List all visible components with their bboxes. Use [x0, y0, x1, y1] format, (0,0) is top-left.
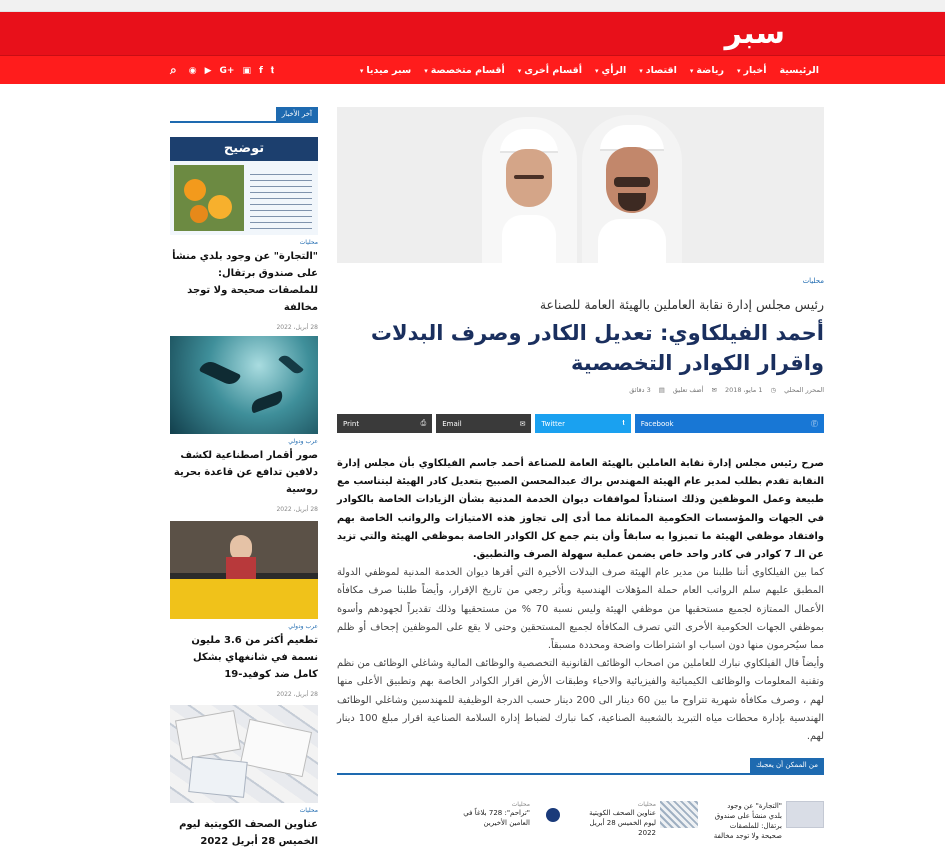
article-body [337, 455, 824, 746]
related-title[interactable]: عناوين الصحف الكويتية ليوم الخميس 28 أبريل 2022 [589, 809, 656, 837]
chevron-down-icon: ▾ [424, 67, 428, 75]
article-comment-link[interactable]: أضف تعليق [672, 386, 704, 394]
article-read-time: 3 دقائق [629, 386, 651, 394]
print-button[interactable] [337, 414, 432, 433]
sidebar-card[interactable] [170, 336, 318, 513]
related-thumbnail[interactable] [660, 801, 698, 828]
print-icon: ⎙ [420, 419, 427, 427]
sidebar-card-image[interactable] [170, 705, 318, 803]
article-date: 1 مايو، 2018 [724, 386, 763, 394]
newspaper-shape [188, 756, 247, 798]
nav-item[interactable] [424, 65, 505, 76]
sidebar-card-category[interactable]: عرب ودولي [288, 623, 318, 630]
site-logo[interactable]: سبر [724, 16, 785, 51]
sidebar-card-title[interactable]: صور أقمار اصطناعية لكشف دلافين تدافع عن قاعدة بحرية روسية [173, 450, 318, 495]
sidebar-card-category[interactable]: محليات [299, 239, 318, 246]
twitter-icon: 𝐭 [622, 419, 625, 427]
clarification-text-block [250, 169, 312, 229]
clarification-heading: توضيح [170, 137, 318, 161]
nav-item-label: اقتصاد [645, 65, 677, 76]
sidebar-card[interactable] [170, 137, 318, 331]
sidebar-card-title[interactable]: "التجارة" عن وجود بلدي منشأ على صندوق برتقال: للملصقات صحيحة ولا توجد مخالفة [172, 251, 318, 313]
social-icons [170, 56, 274, 85]
article-hero-image [337, 107, 824, 263]
article-meta [337, 386, 824, 394]
related-item[interactable] [460, 801, 572, 841]
article-paragraph: وأيضاً قال الفيلكاوي نبارك للعاملين من اصحاب الوظائف القانونية التخصصية والوظائف المالية وشاغلي الوظائف من نظم وتقنية المعلومات والوظائف الكيميائية والفيزيائية والاحياء وطبقات الأرض اقرار الكوادر الخاصة بهم وتطبيق الأعلى منها لهم ، وصرف مكافأة شهرية تتراوح ما بين 60 دينار الى 200 دينار حسب الدرجة الوظيفية للمهندسين وشاغلي الوظائف الهندسية بإدارة محطات مياه التبريد بالشعيبة الصناعية، كما نبارك لضباط إدارة السلامة الصناعية اقرار مبلغ 100 دينار لهم. [337, 658, 825, 743]
chevron-down-icon: ▾ [359, 67, 364, 75]
related-tab: من الممكن أن يعجبك [750, 758, 824, 775]
related-title[interactable]: "التجارة" عن وجود بلدي منشأ على صندوق برتقال: للملصقات صحيحة ولا توجد مخالفة [713, 802, 782, 840]
share-email-label: Email [442, 419, 462, 428]
latest-news-sidebar [170, 107, 318, 123]
nav-item-label: أخبار [743, 65, 767, 76]
instagram-icon[interactable]: ▣ [242, 65, 251, 76]
search-icon[interactable]: ⌕ [170, 63, 177, 77]
sidebar-card-title[interactable]: عناوين الصحف الكويتية ليوم الخميس 28 أبريل 2022 [179, 819, 318, 847]
barrier-photo [170, 579, 318, 619]
related-header [337, 758, 824, 775]
nav-item-label: الرئيسية [779, 65, 819, 76]
sidebar-card[interactable] [170, 521, 318, 698]
facebook-icon: Ⓕ [811, 419, 818, 428]
nav-item-label: سبر ميديا [366, 65, 412, 76]
sidebar-card-date: 28 أبريل، 2022 [276, 691, 318, 698]
rss-icon[interactable]: ◉ [188, 65, 197, 76]
sidebar-card-category[interactable]: محليات [299, 807, 318, 814]
chevron-down-icon: ▾ [736, 67, 741, 75]
article-subtitle: رئيس مجلس إدارة نقابة العاملين بالهيئة العامة للصناعة [539, 297, 824, 312]
sidebar-header [170, 107, 318, 123]
sidebar-tab: آخر الأخبار [276, 107, 318, 123]
chevron-down-icon: ▾ [689, 67, 694, 75]
browser-strip [0, 0, 945, 12]
dolphin-shape [199, 358, 241, 388]
nav-item-label: أقسام أخرى [524, 65, 582, 76]
related-thumbnail[interactable] [786, 801, 824, 828]
email-icon: ✉ [519, 419, 526, 428]
nav-item-label: رياضة [696, 65, 724, 76]
article-paragraph: صرح رئيس مجلس إدارة نقابة العاملين بالهيئة العامة للصناعة أحمد جاسم الفيلكاوي بأن مجلس إدارة النقابة تقدم بطلب لمدير عام الهيئة المهندس براك عبدالمحسن الصبيح بتعديل كادر الهيئة ليتناسب مع طبيعة وعمل الموظفين وذلك استناداً لموافقات ديوان الخدمة المدنية بشأن الزيادات الخاصة بالكوادر في الجهات والمؤسسات الحكومية المماثلة مما أدى إلى تجاوز هذه الامتيازات والرواتب الخاصة بهم وافتقاد موظفي الهيئة ما تميزوا به سابقاً وأن يتم جمع كل الكوادر الخاصة بموظفي الهيئة والتي تزيد عن الـ 7 كوادر في كادر واحد خاص يضمن عملية سهولة الصرف والتطبيق. [337, 458, 824, 561]
sidebar-card[interactable] [170, 705, 318, 850]
article-title: أحمد الفيلكاوي: تعديل الكادر وصرف البدلات واقرار الكوادر التخصصية [370, 321, 824, 375]
related-thumbnail[interactable] [534, 801, 572, 828]
tarahum-logo-icon [546, 808, 560, 822]
sidebar-card-category[interactable]: عرب ودولي [288, 438, 318, 445]
google-plus-icon[interactable]: G+ [219, 65, 235, 76]
youtube-icon[interactable]: ▶ [204, 65, 212, 76]
clock-icon: ◷ [770, 386, 777, 394]
nav-item-label: أقسام متخصصة [430, 65, 505, 76]
read-time-icon: ▤ [658, 386, 665, 394]
share-email-button[interactable] [436, 414, 531, 433]
comment-icon: ✉ [711, 386, 717, 394]
chevron-down-icon: ▾ [595, 67, 599, 75]
hero-person-left [482, 107, 577, 263]
sidebar-card-date: 28 أبريل، 2022 [276, 324, 318, 331]
chevron-down-icon: ▾ [639, 67, 643, 75]
facebook-icon[interactable]: f [258, 65, 263, 76]
nav-item[interactable] [595, 65, 626, 76]
related-list [337, 801, 824, 841]
nav-menu [360, 56, 819, 85]
related-title[interactable]: "تراحم": 728 بلاغاً في العامين الأخيرين [463, 809, 530, 827]
twitter-icon[interactable]: 𝐭 [270, 65, 274, 76]
nav-item[interactable] [639, 65, 677, 76]
related-articles [337, 758, 824, 841]
nav-item[interactable] [518, 65, 582, 76]
main-navigation [0, 55, 945, 84]
nav-item[interactable] [780, 65, 819, 76]
related-category[interactable]: محليات [511, 801, 530, 808]
related-item[interactable] [586, 801, 698, 841]
article-paragraph: كما بين الفيلكاوي أننا طلبنا من مدير عام الهيئة صرف البدلات الأخيرة التي أقرها ديوان الخدمة المدنية لموظفي الدولة المطبق عليهم سلم الرواتب العام حملة المؤهلات الهندسية وبأثر رجعي من تاريخ الإقرار، وأيضاً طلبنا صرف مكافأة الأعمال الممتازة لجميع مستحقيها من موظفي الهيئة وليس نسبة 70 % من مستحقيها وذلك تقديراً لجهودهم وأسوة بموظفي الجهات الحكومية الأخرى التي تصرف المكافأة لجميع المستحقين وحتى لا يقع على الموظفين إجحاف أو ظلم مما سيُحرمون منها دون اسباب او اشتراطات واضحة ومحددة مسبقاً. [337, 567, 824, 652]
share-facebook-label: Facebook [640, 419, 674, 428]
related-item[interactable] [712, 801, 824, 841]
article-author[interactable]: المحرر المحلي [784, 386, 824, 394]
nav-item-label: الرأي [601, 65, 627, 76]
orange-box-photo [174, 165, 244, 231]
share-buttons [337, 414, 824, 433]
share-facebook-button[interactable] [635, 414, 824, 433]
related-category[interactable]: محليات [637, 801, 656, 808]
chevron-down-icon: ▾ [517, 67, 522, 75]
article [337, 107, 824, 746]
nav-item[interactable] [360, 65, 411, 76]
sidebar-card-image[interactable] [170, 336, 318, 434]
newspaper-shape [175, 710, 241, 760]
sidebar-card-image[interactable] [170, 137, 318, 235]
sidebar-card-image[interactable] [170, 521, 318, 619]
nav-item[interactable] [690, 65, 724, 76]
hero-person-right [582, 107, 682, 263]
nav-item[interactable] [737, 65, 767, 76]
sidebar-card-date: 28 أبريل، 2022 [276, 506, 318, 513]
article-category[interactable]: محليات [802, 277, 824, 285]
newspaper-shape [240, 719, 312, 777]
sidebar-card-title[interactable]: تطعيم أكثر من 3.6 مليون نسمة في شانغهاي بشكل كامل ضد كوفيد-19 [191, 635, 318, 680]
share-twitter-label: Twitter [541, 419, 565, 428]
brand-bar [0, 12, 945, 55]
print-label: Print [343, 419, 360, 428]
dolphin-shape [249, 391, 285, 414]
share-twitter-button[interactable] [535, 414, 630, 433]
dolphin-shape [278, 353, 304, 377]
